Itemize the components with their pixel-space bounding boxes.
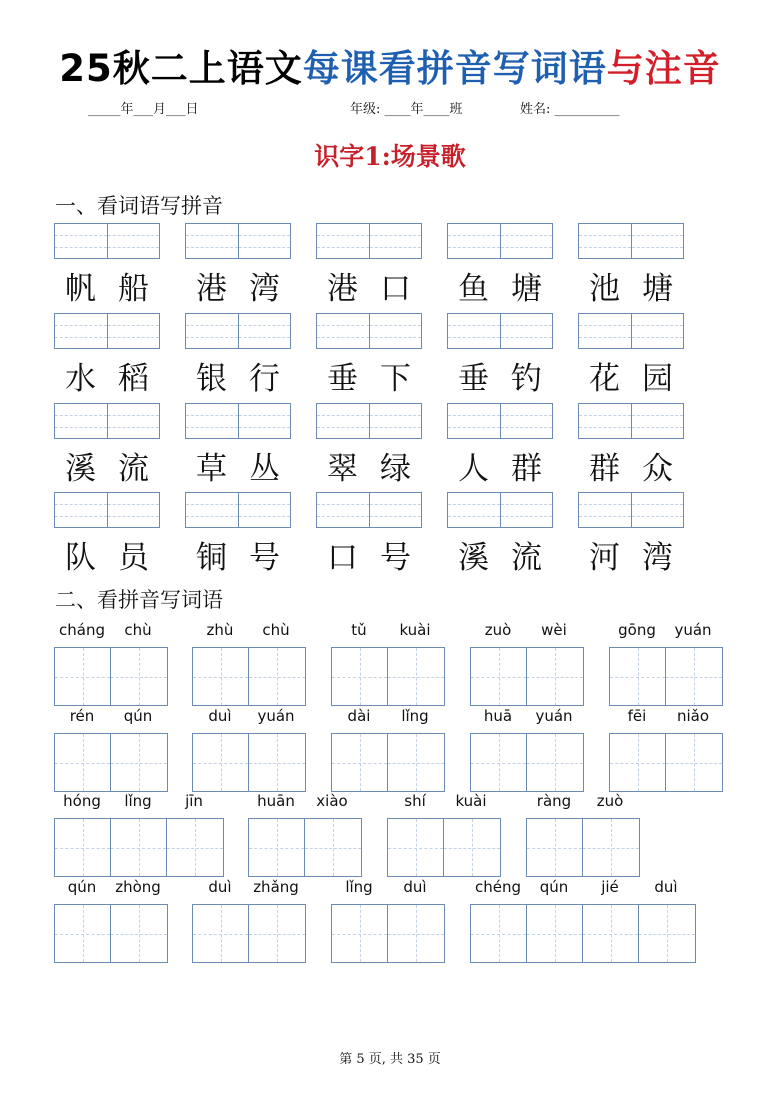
tianzige-cell[interactable]	[55, 648, 111, 705]
vocabulary-word: 港 湾	[196, 271, 280, 307]
pinyin-answer-cell[interactable]	[55, 493, 108, 527]
pinyin-answer-cell[interactable]	[448, 493, 501, 527]
pinyin-answer-cell[interactable]	[186, 314, 239, 348]
pinyin-answer-cell[interactable]	[370, 224, 422, 258]
pinyin-answer-box[interactable]	[185, 223, 291, 259]
tianzige-cell[interactable]	[610, 648, 666, 705]
tianzige-cell[interactable]	[111, 905, 167, 962]
tianzige-cell[interactable]	[388, 734, 444, 791]
page-footer: 第 5 页, 共 35 页	[339, 1052, 441, 1067]
pinyin-answer-cell[interactable]	[186, 404, 239, 438]
pinyin-answer-box[interactable]	[54, 313, 160, 349]
pinyin-answer-cell[interactable]	[448, 314, 501, 348]
pinyin-syllable: xiào	[316, 792, 348, 810]
pinyin-syllable: zhù	[206, 621, 234, 639]
pinyin-syllable: jīn	[185, 792, 203, 810]
tianzige-cell[interactable]	[332, 905, 388, 962]
tianzige-cell[interactable]	[111, 819, 167, 876]
character-writing-grid[interactable]	[248, 818, 362, 877]
section1-heading: 一、看词语写拼音	[55, 194, 223, 218]
pinyin-answer-cell[interactable]	[579, 224, 632, 258]
lesson-title: 识字1:场景歌	[314, 142, 466, 171]
pinyin-answer-cell[interactable]	[370, 314, 422, 348]
character-writing-grid[interactable]	[192, 647, 306, 706]
pinyin-syllable: yuán	[257, 707, 295, 725]
pinyin-answer-box[interactable]	[185, 492, 291, 528]
tianzige-cell[interactable]	[444, 819, 500, 876]
pinyin-answer-cell[interactable]	[632, 493, 684, 527]
pinyin-answer-box[interactable]	[316, 313, 422, 349]
pinyin-syllable: zhòng	[115, 878, 161, 896]
pinyin-answer-box[interactable]	[316, 492, 422, 528]
character-writing-grid[interactable]	[192, 904, 306, 963]
pinyin-syllable: duì	[208, 878, 232, 896]
tianzige-cell[interactable]	[167, 819, 223, 876]
vocabulary-word: 草 丛	[196, 451, 280, 487]
character-writing-grid[interactable]	[470, 904, 696, 963]
pinyin-syllable: duì	[208, 707, 232, 725]
character-writing-grid[interactable]	[470, 647, 584, 706]
pinyin-syllable: duì	[403, 878, 427, 896]
date-field[interactable]: _____年___月___日	[88, 102, 199, 117]
pinyin-answer-cell[interactable]	[579, 314, 632, 348]
pinyin-answer-box[interactable]	[54, 223, 160, 259]
tianzige-cell[interactable]	[55, 734, 111, 791]
name-field[interactable]: 姓名: __________	[520, 102, 620, 117]
pinyin-syllable: ràng	[536, 792, 572, 810]
vocabulary-word: 翠 绿	[327, 451, 411, 487]
pinyin-answer-cell[interactable]	[55, 314, 108, 348]
pinyin-answer-cell[interactable]	[55, 224, 108, 258]
tianzige-cell[interactable]	[249, 905, 305, 962]
vocabulary-word: 溪 流	[458, 540, 542, 576]
vocabulary-word: 群 众	[589, 451, 673, 487]
tianzige-cell[interactable]	[527, 734, 583, 791]
pinyin-syllable: lǐng	[345, 878, 373, 896]
tianzige-cell[interactable]	[527, 648, 583, 705]
pinyin-syllable: huān	[257, 792, 295, 810]
title-part-task: 每课看拼音写词语	[302, 47, 607, 90]
pinyin-syllable: yuán	[535, 707, 573, 725]
tianzige-cell[interactable]	[249, 734, 305, 791]
pinyin-answer-cell[interactable]	[186, 224, 239, 258]
tianzige-cell[interactable]	[388, 905, 444, 962]
title-part-grade: 25秋二上语文	[59, 47, 303, 90]
tianzige-cell[interactable]	[583, 905, 639, 962]
vocabulary-word: 帆 船	[65, 271, 149, 307]
pinyin-answer-cell[interactable]	[501, 224, 553, 258]
tianzige-cell[interactable]	[193, 905, 249, 962]
pinyin-answer-cell[interactable]	[239, 224, 291, 258]
tianzige-cell[interactable]	[388, 648, 444, 705]
pinyin-answer-box[interactable]	[447, 492, 553, 528]
pinyin-answer-cell[interactable]	[370, 493, 422, 527]
pinyin-answer-cell[interactable]	[632, 224, 684, 258]
character-writing-grid[interactable]	[331, 647, 445, 706]
tianzige-cell[interactable]	[332, 648, 388, 705]
vocabulary-word: 港 口	[327, 271, 411, 307]
pinyin-syllable: tǔ	[351, 621, 367, 639]
pinyin-answer-box[interactable]	[54, 403, 160, 439]
pinyin-answer-cell[interactable]	[108, 314, 160, 348]
pinyin-answer-cell[interactable]	[239, 314, 291, 348]
vocabulary-word: 鱼 塘	[458, 271, 542, 307]
pinyin-syllable: qún	[123, 707, 153, 725]
vocabulary-word: 河 湾	[589, 540, 673, 576]
pinyin-answer-cell[interactable]	[579, 493, 632, 527]
tianzige-cell[interactable]	[55, 819, 111, 876]
tianzige-cell[interactable]	[583, 819, 639, 876]
pinyin-answer-cell[interactable]	[239, 493, 291, 527]
character-writing-grid[interactable]	[526, 818, 640, 877]
pinyin-answer-cell[interactable]	[317, 404, 370, 438]
page-title	[0, 38, 780, 92]
character-writing-grid[interactable]	[609, 733, 723, 792]
tianzige-cell[interactable]	[666, 648, 722, 705]
tianzige-cell[interactable]	[666, 734, 722, 791]
character-writing-grid[interactable]	[609, 647, 723, 706]
pinyin-syllable: kuài	[455, 792, 487, 810]
pinyin-answer-cell[interactable]	[108, 224, 160, 258]
tianzige-cell[interactable]	[639, 905, 695, 962]
pinyin-syllable: huā	[483, 707, 513, 725]
character-writing-grid[interactable]	[331, 904, 445, 963]
pinyin-answer-box[interactable]	[578, 403, 684, 439]
pinyin-syllable: kuài	[399, 621, 431, 639]
tianzige-cell[interactable]	[249, 819, 305, 876]
pinyin-syllable: lǐng	[124, 792, 152, 810]
vocabulary-word: 水 稻	[65, 361, 149, 397]
pinyin-syllable: dài	[347, 707, 371, 725]
pinyin-syllable: zuò	[484, 621, 512, 639]
tianzige-cell[interactable]	[610, 734, 666, 791]
tianzige-cell[interactable]	[527, 819, 583, 876]
pinyin-syllable: lǐng	[401, 707, 429, 725]
pinyin-syllable: fēi	[627, 707, 647, 725]
character-writing-grid[interactable]	[54, 733, 168, 792]
pinyin-answer-cell[interactable]	[317, 314, 370, 348]
tianzige-cell[interactable]	[193, 734, 249, 791]
pinyin-answer-cell[interactable]	[501, 493, 553, 527]
pinyin-answer-box[interactable]	[447, 313, 553, 349]
character-writing-grid[interactable]	[192, 733, 306, 792]
pinyin-syllable: yuán	[674, 621, 712, 639]
pinyin-answer-box[interactable]	[578, 492, 684, 528]
character-writing-grid[interactable]	[331, 733, 445, 792]
tianzige-cell[interactable]	[55, 905, 111, 962]
tianzige-cell[interactable]	[471, 648, 527, 705]
pinyin-answer-cell[interactable]	[108, 493, 160, 527]
pinyin-syllable: zhǎng	[253, 878, 299, 896]
character-writing-grid[interactable]	[54, 818, 224, 877]
pinyin-syllable: zuò	[596, 792, 624, 810]
tianzige-cell[interactable]	[193, 648, 249, 705]
pinyin-syllable: niǎo	[676, 707, 710, 725]
pinyin-answer-cell[interactable]	[632, 404, 684, 438]
pinyin-answer-cell[interactable]	[317, 224, 370, 258]
pinyin-answer-cell[interactable]	[239, 404, 291, 438]
pinyin-answer-cell[interactable]	[632, 314, 684, 348]
tianzige-cell[interactable]	[332, 734, 388, 791]
pinyin-answer-box[interactable]	[185, 313, 291, 349]
pinyin-syllable: chéng	[474, 878, 521, 896]
pinyin-answer-cell[interactable]	[186, 493, 239, 527]
vocabulary-word: 人 群	[458, 451, 542, 487]
pinyin-answer-box[interactable]	[447, 403, 553, 439]
pinyin-syllable: wèi	[541, 621, 567, 639]
pinyin-answer-cell[interactable]	[55, 404, 108, 438]
pinyin-answer-cell[interactable]	[501, 314, 553, 348]
pinyin-answer-box[interactable]	[447, 223, 553, 259]
character-writing-grid[interactable]	[54, 647, 168, 706]
grade-class-field[interactable]: 年级: ____年____班	[350, 102, 463, 117]
pinyin-answer-box[interactable]	[316, 223, 422, 259]
tianzige-cell[interactable]	[111, 734, 167, 791]
title-part-annotation: 与注音	[606, 47, 721, 90]
pinyin-syllable: chù	[262, 621, 290, 639]
vocabulary-word: 花 园	[589, 361, 673, 397]
vocabulary-word: 铜 号	[196, 540, 280, 576]
pinyin-syllable: shí	[404, 792, 426, 810]
pinyin-answer-box[interactable]	[578, 313, 684, 349]
tianzige-cell[interactable]	[388, 819, 444, 876]
pinyin-syllable: jié	[601, 878, 619, 896]
tianzige-cell[interactable]	[249, 648, 305, 705]
tianzige-cell[interactable]	[471, 905, 527, 962]
tianzige-cell[interactable]	[111, 648, 167, 705]
vocabulary-word: 溪 流	[65, 451, 149, 487]
pinyin-syllable: cháng	[59, 621, 105, 639]
pinyin-answer-cell[interactable]	[579, 404, 632, 438]
pinyin-answer-cell[interactable]	[501, 404, 553, 438]
pinyin-answer-box[interactable]	[185, 403, 291, 439]
pinyin-syllable: qún	[539, 878, 569, 896]
pinyin-answer-cell[interactable]	[448, 404, 501, 438]
pinyin-syllable: duì	[654, 878, 678, 896]
pinyin-syllable: rén	[69, 707, 95, 725]
tianzige-cell[interactable]	[471, 734, 527, 791]
pinyin-answer-cell[interactable]	[370, 404, 422, 438]
vocabulary-word: 池 塘	[589, 271, 673, 307]
pinyin-syllable: gōng	[618, 621, 656, 639]
tianzige-cell[interactable]	[305, 819, 361, 876]
pinyin-syllable: chù	[124, 621, 152, 639]
pinyin-answer-box[interactable]	[578, 223, 684, 259]
character-writing-grid[interactable]	[54, 904, 168, 963]
character-writing-grid[interactable]	[470, 733, 584, 792]
pinyin-answer-box[interactable]	[54, 492, 160, 528]
vocabulary-word: 银 行	[196, 361, 280, 397]
pinyin-syllable: qún	[67, 878, 97, 896]
pinyin-answer-cell[interactable]	[108, 404, 160, 438]
vocabulary-word: 口 号	[327, 540, 411, 576]
vocabulary-word: 队 员	[65, 540, 149, 576]
pinyin-answer-cell[interactable]	[317, 493, 370, 527]
tianzige-cell[interactable]	[527, 905, 583, 962]
pinyin-syllable: hóng	[63, 792, 101, 810]
pinyin-answer-cell[interactable]	[448, 224, 501, 258]
vocabulary-word: 垂 下	[327, 361, 411, 397]
character-writing-grid[interactable]	[387, 818, 501, 877]
pinyin-answer-box[interactable]	[316, 403, 422, 439]
vocabulary-word: 垂 钓	[458, 361, 542, 397]
section2-heading: 二、看拼音写词语	[55, 588, 223, 612]
